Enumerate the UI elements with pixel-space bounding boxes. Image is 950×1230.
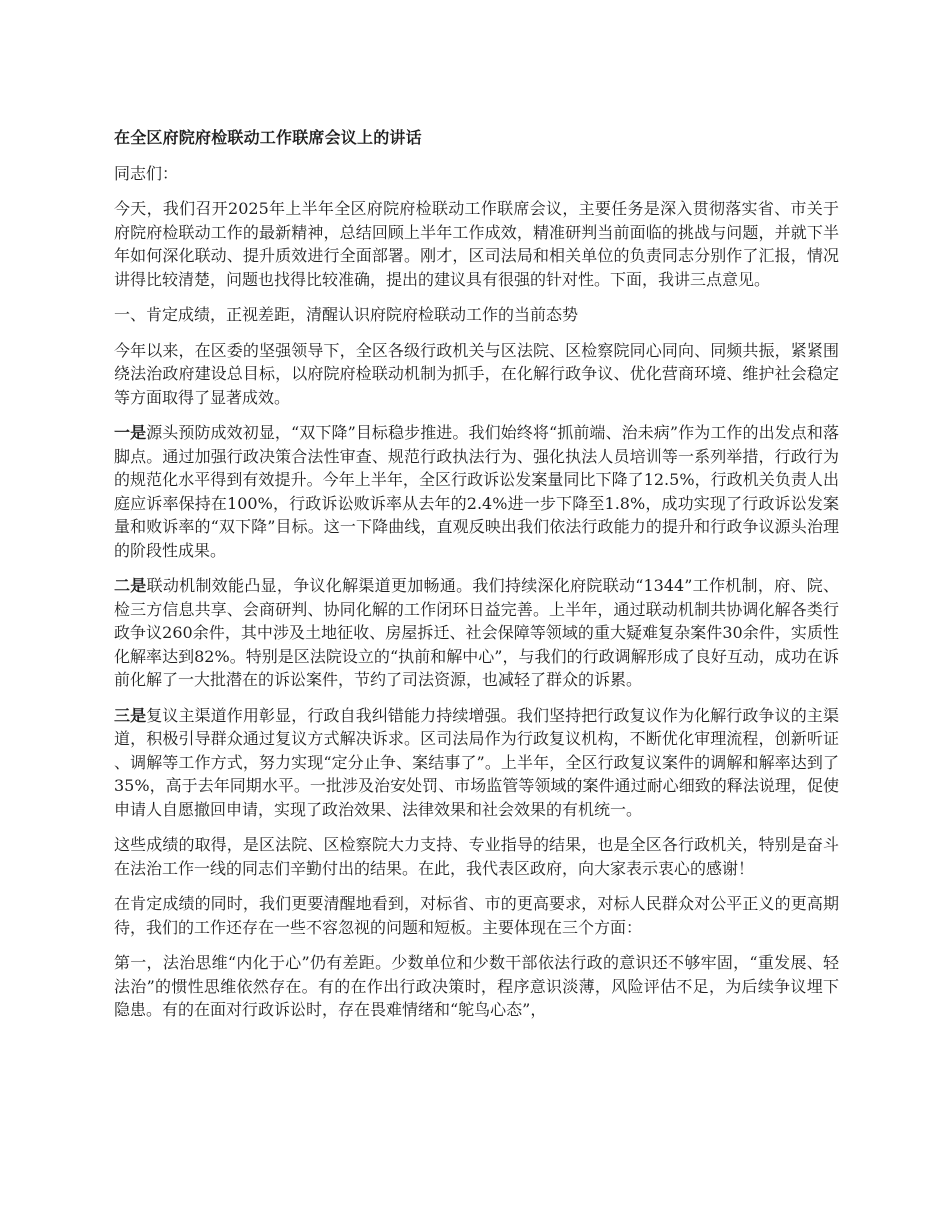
thanks-paragraph: 这些成绩的取得，是区法院、区检察院大力支持、专业指导的结果，也是全区各行政机关，特别是奋斗在法治工作一线的同志们辛勤付出的结果。在此，我代表区政府，向大家表示衷心的感谢！ <box>114 835 839 878</box>
point-three-paragraph <box>114 704 839 822</box>
point-two-paragraph <box>114 574 839 692</box>
section-intro-paragraph: 今年以来，在区委的坚强领导下，全区各级行政机关与区法院、区检察院同心同向、同频共振，紧紧围绕法治政府建设总目标，以府院府检联动机制为抓手，在化解行政争议、优化营商环境、维护社会稳定等方面取得了显著成效。 <box>114 340 839 407</box>
document-page <box>114 126 839 1034</box>
document-title: 在全区府院府检联动工作联席会议上的讲话 <box>114 128 422 147</box>
point-one-text: 源头预防成效初显，“双下降”目标稳步推进。我们始终将“抓前端、治未病”作为工作的出发点和落脚点。通过加强行政决策合法性审查、规范行政执法行为、强化执法人员培训等一系列举措，行政行为的规范化水平得到有效提升。今年上半年，全区行政诉讼发案量同比下降了12.5%，行政机关负责人出庭应诉率保持在100%，行政诉讼败诉率从去年的2.4%进一步下降至1.8%，成功实现了行政诉讼发案量和败诉率的“双下降”目标。这一下降曲线，直观反映出我们依法行政能力的提升和行政争议源头治理的阶段性成果。 <box>114 423 839 560</box>
point-two-lead: 二是 <box>114 576 147 595</box>
intro-paragraph: 今天，我们召开2025年上半年全区府院府检联动工作联席会议，主要任务是深入贯彻落实省、市关于府院府检联动工作的最新精神，总结回顾上半年工作成效，精准研判当前面临的挑战与问题，并就下半年如何深化联动、提升质效进行全面部署。刚才，区司法局和相关单位的负责同志分别作了汇报，情况讲得比较清楚，问题也找得比较准确，提出的建议具有很强的针对性。下面，我讲三点意见。 <box>114 199 839 289</box>
salutation: 同志们： <box>114 163 179 183</box>
point-one-paragraph <box>114 421 839 562</box>
point-two-text: 联动机制效能凸显，争议化解渠道更加畅通。我们持续深化府院联动“1344”工作机制，府、院、检三方信息共享、会商研判、协同化解的工作闭环日益完善。上半年，通过联动机制共协调化解各类行政争议260余件，其中涉及土地征收、房屋拆迁、社会保障等领域的重大疑难复杂案件30余件，实质性化解率达到82%。特别是区法院设立的“执前和解中心”，与我们的行政调解形成了良好互动，成功在诉前化解了一大批潜在的诉讼案件，节约了司法资源，也减轻了群众的诉累。 <box>114 576 839 689</box>
first-problem-paragraph: 第一，法治思维“内化于心”仍有差距。少数单位和少数干部依法行政的意识还不够牢固，“重发展、轻法治”的惯性思维依然存在。有的在作出行政决策时，程序意识淡薄，风险评估不足，为后续争议埋下隐患。有的在面对行政诉讼时，存在畏难情绪和“鸵鸟心态”， <box>114 953 839 1019</box>
point-one-lead: 一是 <box>114 423 147 442</box>
point-three-lead: 三是 <box>114 705 147 725</box>
section-heading: 一、肯定成绩，正视差距，清醒认识府院府检联动工作的当前态势 <box>114 305 579 324</box>
problems-intro-paragraph: 在肯定成绩的同时，我们更要清醒地看到，对标省、市的更高要求，对标人民群众对公平正义的更高期待，我们的工作还存在一些不容忽视的问题和短板。主要体现在三个方面： <box>114 894 839 937</box>
point-three-text: 复议主渠道作用彰显，行政自我纠错能力持续增强。我们坚持把行政复议作为化解行政争议的主渠道，积极引导群众通过复议方式解决诉求。区司法局作为行政复议机构，不断优化审理流程，创新听证、调解等工作方式，努力实现“定分止争、案结事了”。上半年，全区行政复议案件的调解和解率达到了35%，高于去年同期水平。一批涉及治安处罚、市场监管等领域的案件通过耐心细致的释法说理，促使申请人自愿撤回申请，实现了政治效果、法律效果和社会效果的有机统一。 <box>114 705 839 819</box>
